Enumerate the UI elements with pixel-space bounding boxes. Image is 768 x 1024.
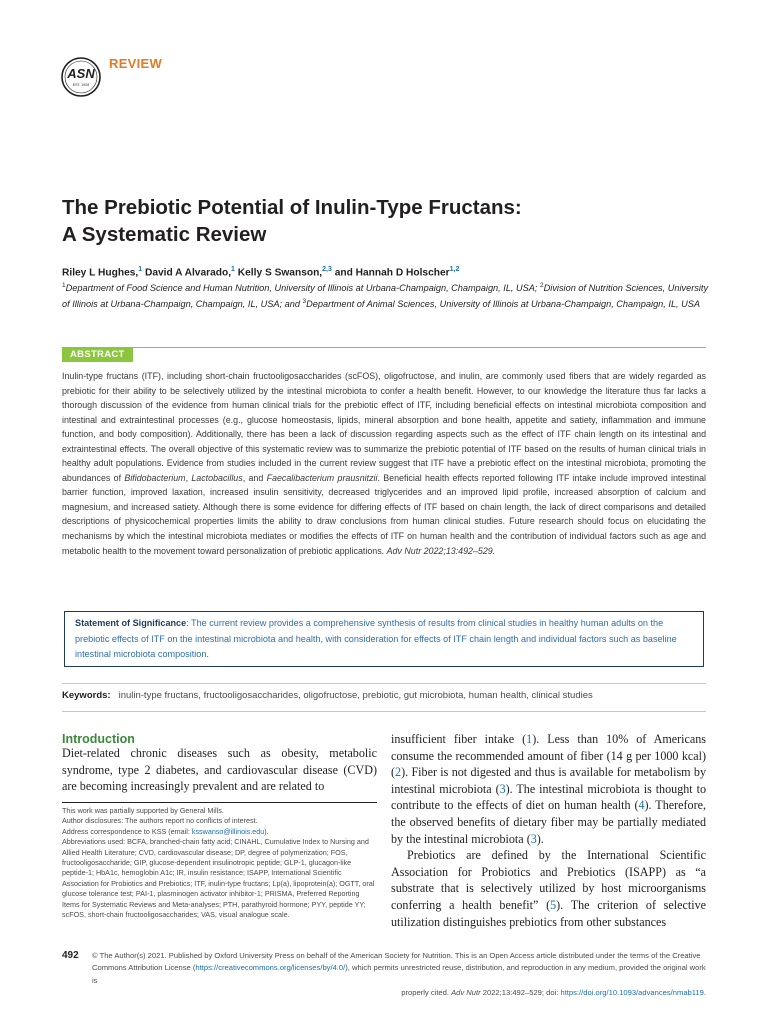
copyright-footer [92,950,706,999]
affiliation-marker: 3 [302,298,307,306]
author-name: David A Alvarado, [142,267,232,279]
author-affiliation-marker: 1,2 [449,266,460,273]
keywords-text: inulin-type fructans, fructooligosaccharides, oligofructose, prebiotic, gut microbiota, human health, clinical studies [118,690,593,701]
reference-link[interactable]: 2 [395,765,402,780]
body-text: ). Less than 10% of Americans consume the recommended amount of fiber (14 g per 1000 kcal) ( [391,732,706,780]
abstract-text-part: , and [242,472,267,483]
author-affiliation-marker: 2,3 [322,266,332,273]
abstract-text-part: , [185,472,192,483]
disclosure-note: Author disclosures: The authors report no conflicts of interest. [62,816,258,826]
abstract-divider [62,347,706,348]
abstract-text [62,369,706,558]
body-text: ). Therefore, the observed benefits of dietary fiber may be partially mediated by the intestinal microbiota ( [391,798,706,846]
abstract-label: ABSTRACT [62,347,133,362]
keywords-divider-top [62,683,706,684]
affiliations [62,279,712,312]
body-text: Prebiotics are defined by the International Scientific Association for Probiotics and Prebiotics (ISAPP) as “a substrate that is selectively utilized by host microorganisms conferring a health benefit” ( [391,848,706,912]
affiliation-text: Department of Food Science and Human Nutrition, University of Illinois at Urbana-Champaign, Champaign, IL, USA; [65,283,541,294]
license-link[interactable]: https://creativecommons.org/licenses/by/4.0/ [195,963,346,973]
intro-column-1-text: Diet-related chronic diseases such as obesity, metabolic syndrome, type 2 diabetes, and cardiovascular disease (CVD) are becoming increasingly prevalent and are related to [62,746,377,794]
body-text: ). The intestinal microbiota is thought to contribute to the effects of diet on human health ( [391,781,706,813]
author-name: and Hannah D Holscher [331,267,450,279]
keywords-label: Keywords: [62,690,111,701]
keywords [62,690,706,701]
citation-text: . [703,987,706,997]
abstract-citation: Adv Nutr 2022;13:492–529. [386,545,496,556]
author-name: Kelly S Swanson, [234,267,323,279]
intro-paragraph [391,847,706,930]
citation-line [92,987,706,999]
intro-column-2 [391,731,706,930]
body-text: ). [536,831,544,846]
correspondence-text: ). [264,826,269,836]
journal-name: Adv Nutr [451,987,481,997]
reference-link[interactable]: 3 [530,831,537,846]
article-title [62,194,622,248]
significance-body: : The current review provides a comprehensive synthesis of results from clinical studies in healthy human adults on the prebiotic effects of ITF on the intestinal microbiota and health, with consideration for effects of ITF chain length and individual factors such as baseline intestinal microbiota composition. [75,618,677,659]
title-line-1: The Prebiotic Potential of Inulin-Type Fructans: [62,196,522,219]
citation-text: properly cited. [401,987,452,997]
citation-text: 2022;13:492–529; doi: [480,987,561,997]
significance-text [75,616,693,663]
taxon-name: Faecalibacterium prausnitzii [266,472,378,483]
significance-box [64,611,704,667]
license-text: ), which permits unrestricted reuse, distribution, and reproduction in any medium, provided the original work is [92,963,706,985]
abbreviations-note: Abbreviations used: BCFA, branched-chain fatty acid; CINAHL, Cumulative Index to Nursing and Allied Health Literature; CVD, cardiovascular disease; DP, degree of polymerization; FOS, fructooligosaccharide; GIP, glucose-dependent insulinotropic peptide; GLP-1, glucagon-like peptide-1; HbA1c, hemoglobin A1c; IR, insulin resistance; ISAPP, International Scientific Association for Probiotics and Prebiotics; ITF, inulin-type fructans; Lp(a), lipoprotein(a); OGTT, oral glucose tolerance test; PAI-1, plasminogen activator inhibitor-1; PRISMA, Preferred Reporting Items for Systematic Reviews and Meta-analyses; PTH, parathyroid hormone; PYY, peptide YY; scFOS, short-chain fructooligosaccharides; VAS, visual analogue scale. [62,837,375,920]
reference-link[interactable]: 3 [499,781,506,796]
affiliation-text: Division of Nutrition Sciences, University of Illinois at Urbana-Champaign, Champaign, IL, USA; and [62,283,709,310]
asn-logo-subtext: EST. 1928 [72,83,90,87]
author-affiliation-marker: 1 [138,266,143,273]
license-line [92,962,706,987]
section-label: REVIEW [109,56,163,71]
reference-link[interactable]: 5 [550,897,557,912]
copyright-line: © The Author(s) 2021. Published by Oxford University Press on behalf of the American Society for Nutrition. This is an Open Access article distributed under the terms of the Creative [92,951,701,960]
license-text: Commons Attribution License ( [92,963,196,973]
page-number: 492 [62,950,79,961]
significance-label: Statement of Significance [75,618,187,628]
body-text: ). The criterion of selective utilization distinguishes prebiotics from other substances [391,897,706,929]
abstract-text-part: . Beneficial health effects reported following ITF intake include improved intestinal barrier function, improved laxation, increased insulin sensitivity, decreased triglycerides and an improved lipid profile, increased absorption of calcium and magnesium, and increased satiety. Although there is some evidence for differing effects of ITF based on chain length, the lack of direct comparisons and detailed descriptions of physicochemical properties limits the ability to draw conclusions from human clinical studies. Future research should focus on elucidating the mechanisms by which the intestinal microbiota mediates or modifies the effects of ITF on human health and the contribution of individual factors such as age and metabolic health to the movement toward personalization of prebiotic applications. [62,472,706,556]
correspondence-email-link[interactable]: ksswanso@illinois.edu [191,826,265,836]
correspondence-note [62,827,377,837]
footnotes-divider [62,802,377,803]
author-affiliation-marker: 1 [231,266,235,273]
footnotes [62,806,377,920]
doi-link[interactable]: https://doi.org/10.1093/advances/nmab119 [560,987,704,997]
correspondence-text: Address correspondence to KSS (email: [62,826,192,836]
intro-paragraph [391,731,706,847]
abstract-text-part: Inulin-type fructans (ITF), including short-chain fructooligosaccharides (scFOS), oligofructose, and inulin, are commonly used fibers that are widely regarded as prebiotic for their ability to be selectively utilized by the intestinal microbiota to confer a health benefit. However, to our knowledge the literature thus far lacks a thorough discussion of the evidence from human clinical trials for the prebiotic effect of ITF, including beneficial effects on intestinal microbiota composition and intestinal and extraintestinal processes (e.g., glucose homeostasis, lipids, mineral absorption and bone health, appetite and satiety, inflammation and immune function, and body composition). Additionally, there has been a lack of discussion regarding aspects such as the effect of ITF chain length on its intestinal and extraintestinal effects. The overall objective of this systematic review was to summarize the prebiotic potential of ITF based on the results of human clinical trials in healthy adult populations. Evidence from studies included in the current review suggest that ITF have a prebiotic effect on the intestinal microbiota, promoting the abundances of [62,371,706,483]
taxon-name: Lactobacillus [191,472,243,483]
funding-note: This work was partially supported by General Mills. [62,806,224,815]
reference-link[interactable]: 4 [638,798,645,813]
body-text: insufficient fiber intake ( [391,732,527,746]
affiliation-marker: 1 [62,282,66,289]
asn-logo-text: ASN [67,66,95,81]
section-heading-introduction: Introduction [62,732,135,746]
author-list [62,263,712,280]
reference-link[interactable]: 1 [526,732,533,746]
taxon-name: Bifidobacterium [124,472,186,483]
keywords-divider-bottom [62,711,706,712]
affiliation-marker: 2 [540,282,544,289]
affiliation-text: Department of Animal Sciences, University of Illinois at Urbana-Champaign, Champaign, IL, USA [306,299,701,310]
body-text: ). Fiber is not digested and thus is available for metabolism by intestinal microbiota ( [391,765,706,796]
author-name: Riley L Hughes, [62,267,139,279]
title-line-2: A Systematic Review [62,223,267,246]
